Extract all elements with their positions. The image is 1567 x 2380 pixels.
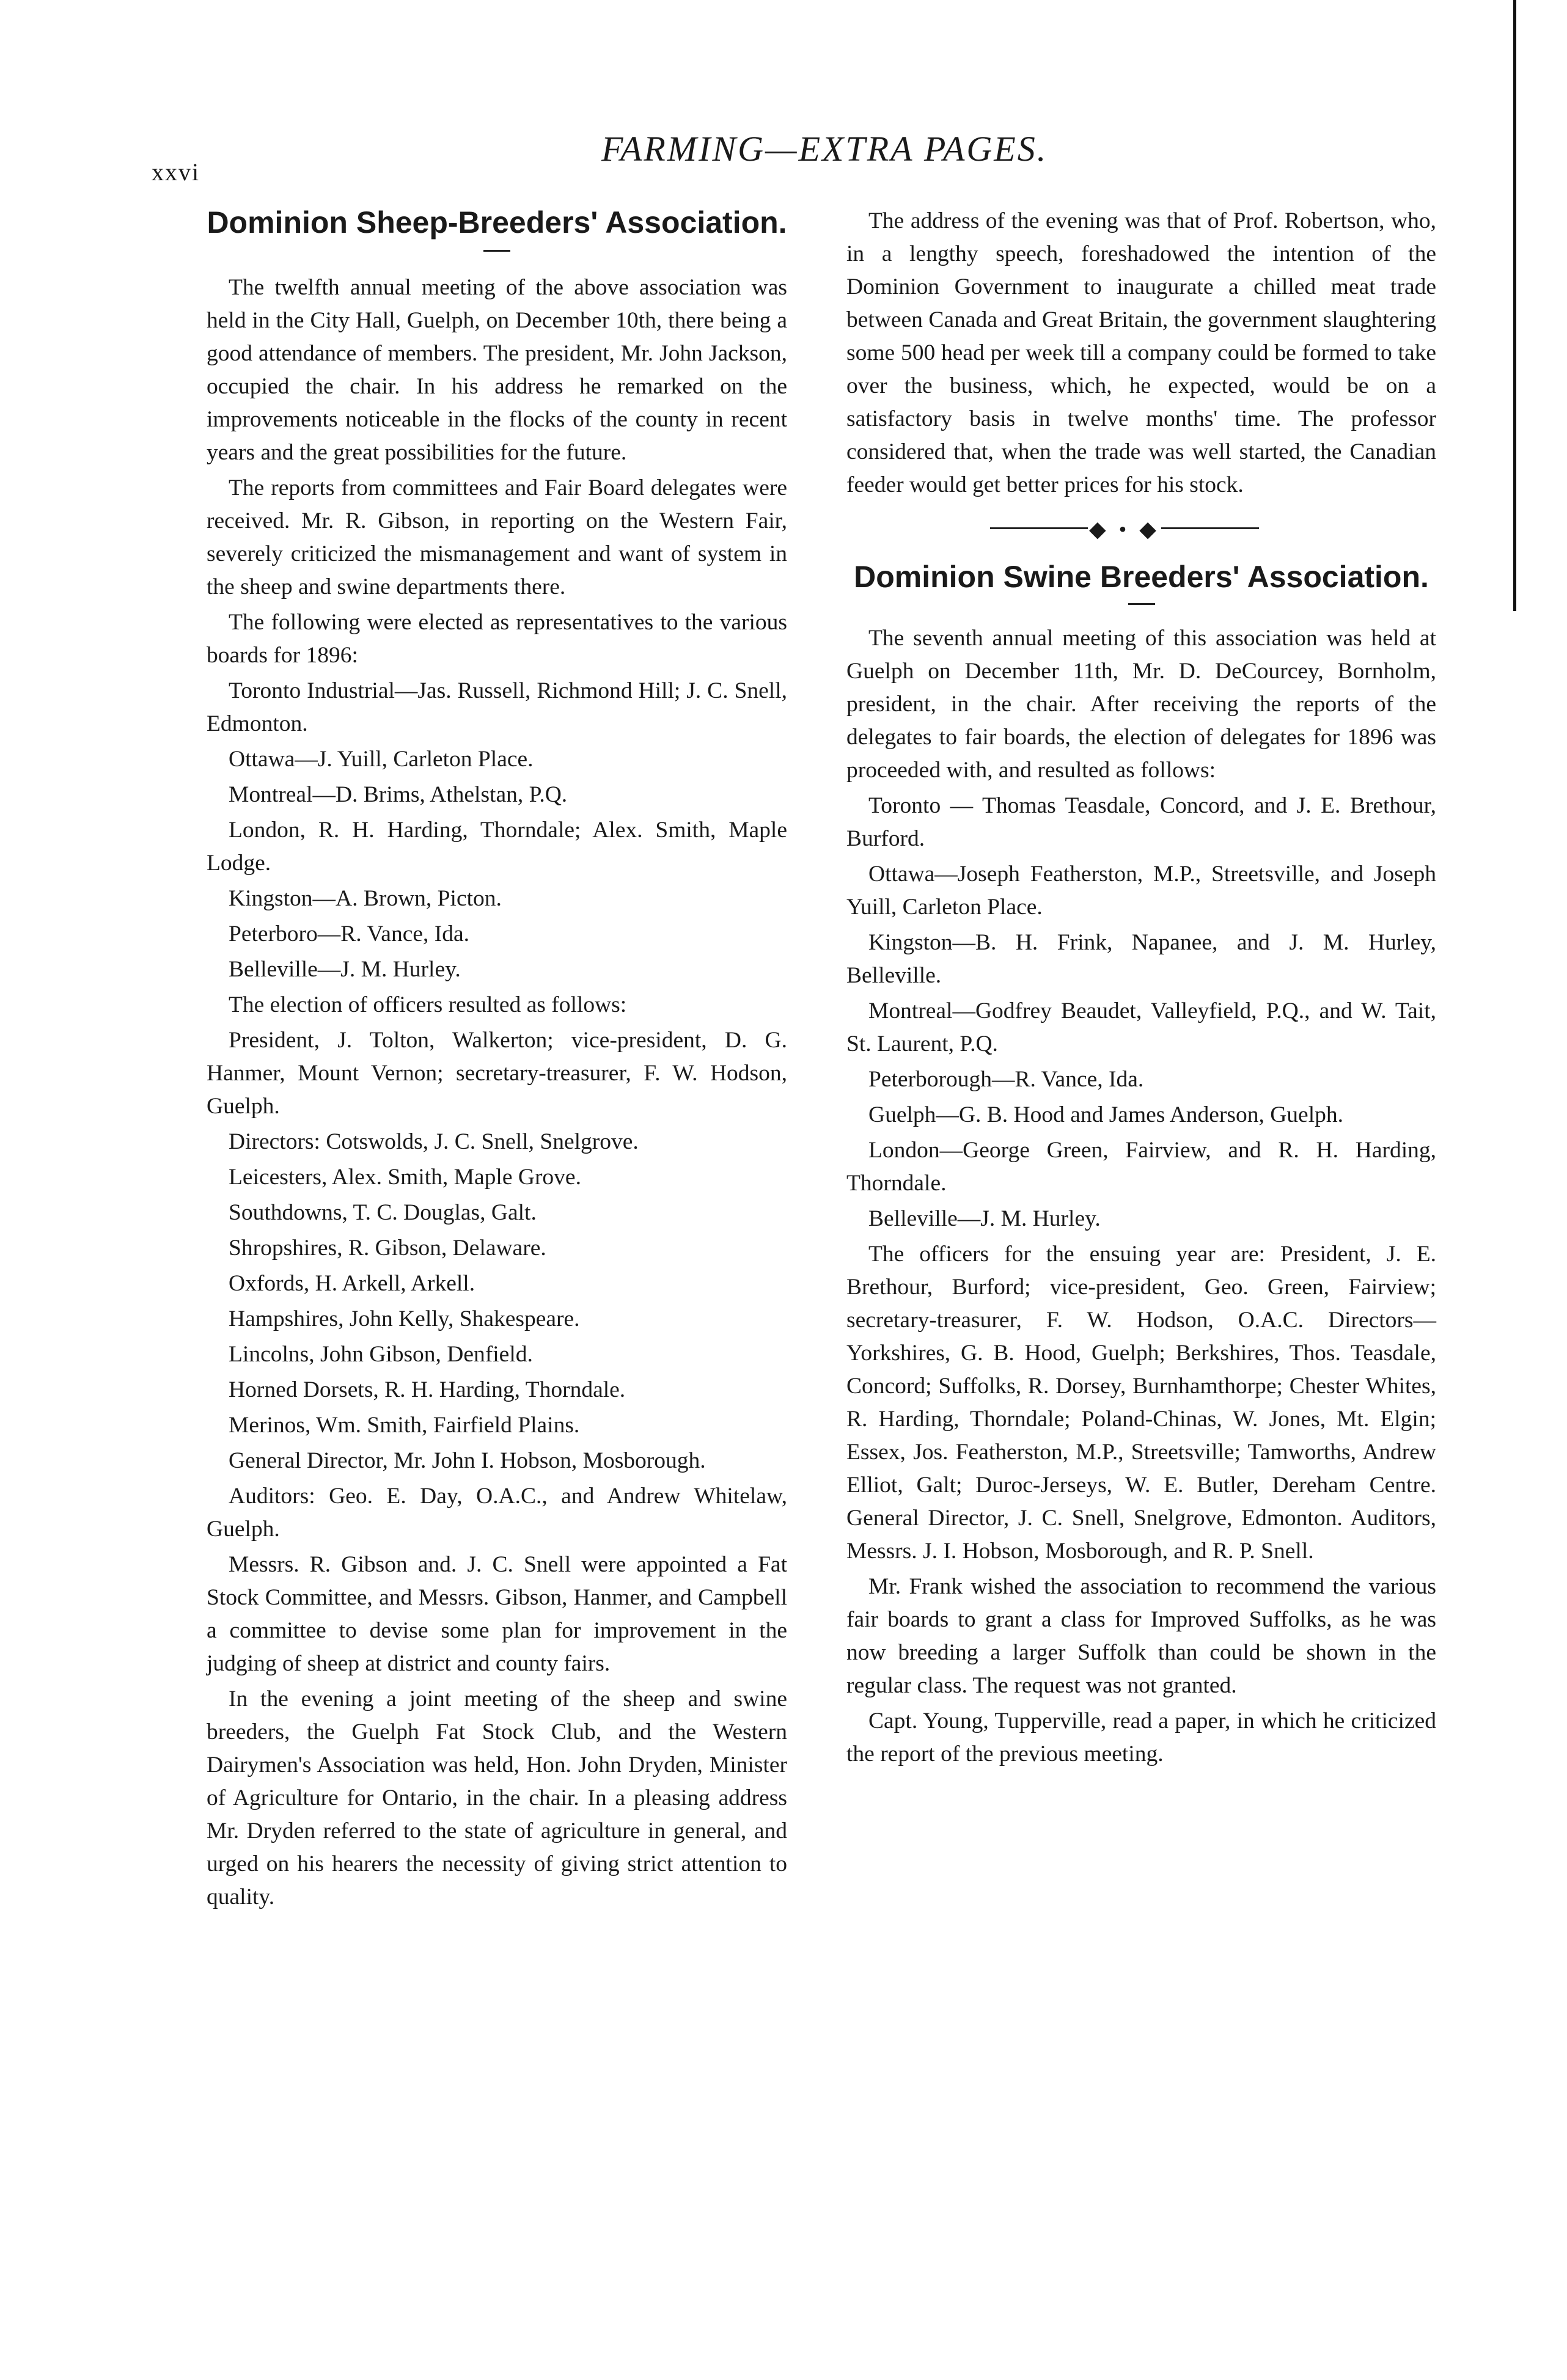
list-entry: Southdowns, T. C. Douglas, Galt. xyxy=(229,1200,537,1225)
page-number: xxvi xyxy=(152,158,200,186)
list-entry: Ottawa—Joseph Featherston, M.P., Streetsville, and Joseph Yuill, Carleton Place. xyxy=(846,862,1436,920)
paragraph: The following were elected as representatives to the various boards for 1896: xyxy=(207,610,787,668)
list-entry: Peterborough—R. Vance, Ida. xyxy=(868,1067,1144,1092)
diamond-ornament-icon: ◆ • ◆ xyxy=(1088,513,1161,546)
list-entry: Kingston—B. H. Frink, Napanee, and J. M. Hurley, Belleville. xyxy=(846,930,1436,988)
paragraph: Capt. Young, Tupperville, read a paper, in which he criticized the report of the previous meeting. xyxy=(846,1708,1436,1767)
paragraph: President, J. Tolton, Walkerton; vice-president, D. G. Hanmer, Mount Vernon; secretary-treasurer, F. W. Hodson, Guelph. xyxy=(207,1028,787,1119)
list-entry: Lincolns, John Gibson, Denfield. xyxy=(229,1342,533,1367)
section-divider-ornament xyxy=(846,516,1436,541)
left-column xyxy=(207,205,787,1916)
paragraph: The address of the evening was that of Prof. Robertson, who, in a lengthy speech, foreshadowed the intention of the Dominion Government to inaugurate a chilled meat trade between Canada and Great Britain, the government slaughtering some 500 head per week till a company could be formed to take over the business, which, he expected, would be on a satisfactory basis in twelve months' time. The professor considered that, when the trade was well started, the Canadian feeder would get better prices for his stock. xyxy=(846,208,1436,497)
list-entry: Toronto — Thomas Teasdale, Concord, and J. E. Brethour, Burford. xyxy=(846,793,1436,851)
list-entry: Kingston—A. Brown, Picton. xyxy=(229,886,502,911)
list-entry: Hampshires, John Kelly, Shakespeare. xyxy=(229,1306,580,1331)
paragraph: Messrs. R. Gibson and. J. C. Snell were appointed a Fat Stock Committee, and Messrs. Gibson, Hanmer, and Campbell a committee to devise some plan for improvement in the judging of sheep at district and county fairs. xyxy=(207,1552,787,1676)
list-entry: Toronto Industrial—Jas. Russell, Richmond Hill; J. C. Snell, Edmonton. xyxy=(207,678,787,736)
running-title: FARMING—EXTRA PAGES. xyxy=(601,129,1048,169)
sheep-breeders-heading: Dominion Sheep-Breeders' Association. xyxy=(207,205,787,240)
list-entry: London, R. H. Harding, Thorndale; Alex. Smith, Maple Lodge. xyxy=(207,818,787,876)
list-entry: London—George Green, Fairview, and R. H. Harding, Thorndale. xyxy=(846,1138,1436,1196)
list-entry: Oxfords, H. Arkell, Arkell. xyxy=(229,1271,475,1296)
list-entry: Belleville—J. M. Hurley. xyxy=(868,1206,1101,1231)
paragraph: The election of officers resulted as follows: xyxy=(229,992,627,1017)
paragraph: The seventh annual meeting of this association was held at Guelph on December 11th, Mr. D. DeCourcey, Bornholm, president, in the chair. After receiving the reports of the delegates to fair boards, the election of delegates for 1896 was proceeded with, and resulted as follows: xyxy=(846,626,1436,783)
list-entry: Montreal—Godfrey Beaudet, Valleyfield, P.Q., and W. Tait, St. Laurent, P.Q. xyxy=(846,998,1436,1056)
paragraph: In the evening a joint meeting of the sheep and swine breeders, the Guelph Fat Stock Club, and the Western Dairymen's Association was held, Hon. John Dryden, Minister of Agriculture for Ontario, in the chair. In a pleasing address Mr. Dryden referred to the state of agriculture in general, and urged on his hearers the necessity of giving strict attention to quality. xyxy=(207,1686,787,1909)
paragraph: Mr. Frank wished the association to recommend the various fair boards to grant a class for Improved Suffolks, as he was now breeding a larger Suffolk than could be shown in the regular class. The request was not granted. xyxy=(846,1574,1436,1698)
list-entry: Merinos, Wm. Smith, Fairfield Plains. xyxy=(229,1413,580,1438)
list-entry: Shropshires, R. Gibson, Delaware. xyxy=(229,1236,546,1261)
list-entry: Montreal—D. Brims, Athelstan, P.Q. xyxy=(229,782,568,807)
list-entry: Guelph—G. B. Hood and James Anderson, Guelph. xyxy=(868,1102,1343,1127)
list-entry: Horned Dorsets, R. H. Harding, Thorndale. xyxy=(229,1377,626,1402)
list-entry: Belleville—J. M. Hurley. xyxy=(229,957,461,982)
list-entry: Leicesters, Alex. Smith, Maple Grove. xyxy=(229,1165,581,1190)
heading-dash xyxy=(483,250,510,252)
list-entry: Directors: Cotswolds, J. C. Snell, Snelgrove. xyxy=(229,1129,639,1154)
paragraph: The officers for the ensuing year are: President, J. E. Brethour, Burford; vice-president, Geo. Green, Fairview; secretary-treasurer, F. W. Hodson, O.A.C. Directors—Yorkshires, G. B. Hood, Guelph; Berkshires, Thos. Teasdale, Concord; Suffolks, R. Dorsey, Burnhamthorpe; Chester Whites, R. Harding, Thorndale; Poland-Chinas, W. Jones, Mt. Elgin; Essex, Jos. Featherston, M.P., Streetsville; Tamworths, Andrew Elliot, Galt; Duroc-Jerseys, W. E. Butler, Dereham Centre. General Director, J. C. Snell, Snelgrove, Edmonton. Auditors, Messrs. J. I. Hobson, Mosborough, and R. P. Snell. xyxy=(846,1242,1436,1564)
paragraph: Auditors: Geo. E. Day, O.A.C., and Andrew Whitelaw, Guelph. xyxy=(207,1484,787,1542)
paragraph: The reports from committees and Fair Board delegates were received. Mr. R. Gibson, in reporting on the Western Fair, severely criticized the mismanagement and want of system in the sheep and swine departments there. xyxy=(207,475,787,599)
list-entry: General Director, Mr. John I. Hobson, Mosborough. xyxy=(229,1448,706,1473)
list-entry: Ottawa—J. Yuill, Carleton Place. xyxy=(229,747,534,772)
swine-breeders-heading: Dominion Swine Breeders' Association. xyxy=(854,560,1429,594)
right-column xyxy=(846,205,1436,1773)
page-edge-rule xyxy=(1513,0,1516,611)
paragraph: The twelfth annual meeting of the above association was held in the City Hall, Guelph, on December 10th, there being a good attendance of members. The president, Mr. John Jackson, occupied the chair. In his address he remarked on the improvements noticeable in the flocks of the county in recent years and the great possibilities for the future. xyxy=(207,275,787,465)
list-entry: Peterboro—R. Vance, Ida. xyxy=(229,921,469,947)
heading-dash xyxy=(1128,603,1155,605)
